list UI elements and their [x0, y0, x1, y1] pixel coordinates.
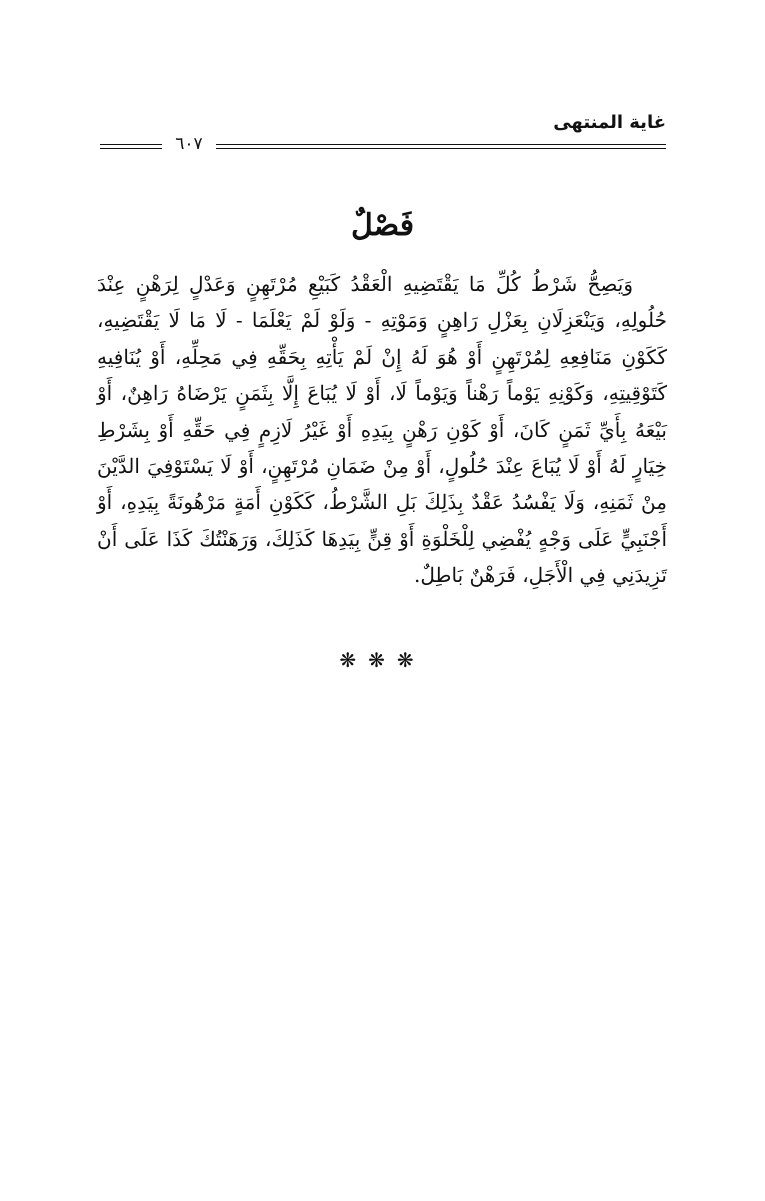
- end-ornament: ❋❋❋: [339, 648, 426, 672]
- header-rule-left: [100, 144, 162, 149]
- body-paragraph: وَيَصِحُّ شَرْطُ كُلِّ مَا يَقْتَضِيهِ الْعَقْدُ كَبَيْعِ مُرْتَهِنٍ وَعَدْلٍ لِرَهْنٍ عِنْدَ حُلُولِهِ، وَيَنْعَزِلَانِ بِعَزْلِ رَاهِنٍ وَمَوْتِهِ - وَلَوْ لَمْ يَعْلَمَا - لَا مَا لَا يَقْتَضِيهِ، كَكَوْنِ مَنَافِعِهِ لِمُرْتَهِنٍ أَوْ هُوَ لَهُ إِنْ لَمْ يَأْتِهِ بِحَقِّهِ فِي مَحِلِّهِ، أَوْ يُنَافِيهِ كَتَوْقِيتِهِ، وَكَوْنِهِ يَوْماً رَهْناً وَيَوْماً لَا، أَوْ لَا يُبَاعَ إِلَّا بِثَمَنٍ يَرْضَاهُ رَاهِنٌ، أَوْ بَيْعَهُ بِأَيِّ ثَمَنٍ كَانَ، أَوْ كَوْنِ رَهْنٍ بِيَدِهِ أَوْ غَيْرُ لَازِمٍ فِي حَقِّهِ أَوْ بِشَرْطِ خِيَارٍ لَهُ أَوْ لَا يُبَاعَ عِنْدَ حُلُولٍ، أَوْ مِنْ ضَمَانِ مُرْتَهِنٍ، أَوْ لَا يَسْتَوْفِيَ الدَّيْنَ مِنْ ثَمَنِهِ، وَلَا يَفْسُدُ عَقْدٌ بِذَلِكَ بَلِ الشَّرْطُ، كَكَوْنِ أَمَةٍ مَرْهُونَةً بِيَدِهِ، أَوْ أَجْنَبِيٍّ عَلَى وَجْهٍ يُفْضِي لِلْخَلْوَةِ أَوْ قِنٍّ بِيَدِهَا كَذَلِكَ، وَرَهَنْتُكَ كَذَا عَلَى أَنْ تَزِيدَنِي فِي الْأَجَلِ، فَرَهْنٌ بَاطِلٌ.: [97, 272, 667, 588]
- page-number: ٦٠٧: [175, 134, 203, 154]
- book-title: غاية المنتهى: [553, 112, 666, 133]
- header-rule-right: [216, 144, 666, 149]
- section-heading: فَصْلٌ: [350, 208, 415, 243]
- running-header: [100, 112, 666, 156]
- body-text: [97, 266, 667, 594]
